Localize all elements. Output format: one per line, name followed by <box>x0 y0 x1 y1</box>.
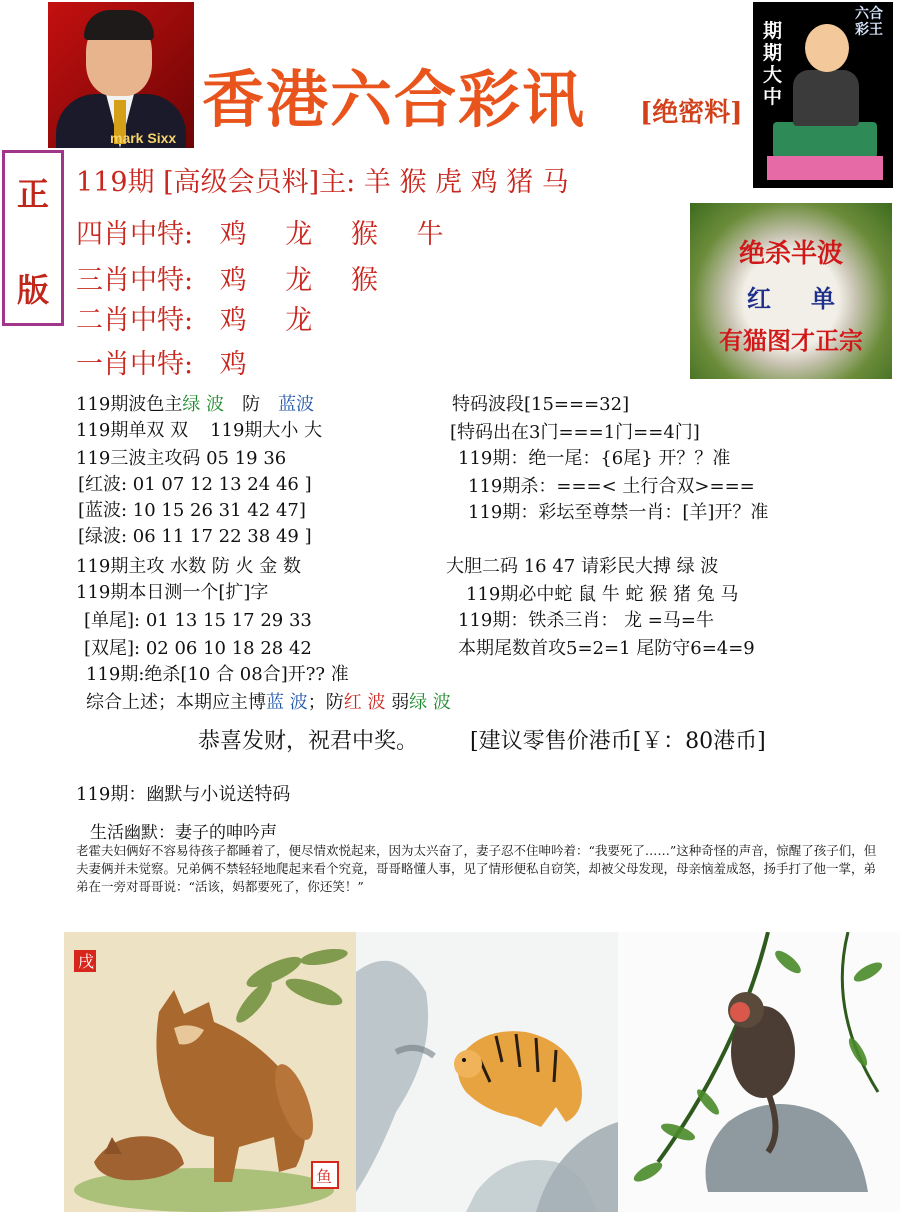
even-tail-line: [双尾]: 02 06 10 18 28 42 <box>84 638 312 659</box>
cartoon-head <box>805 24 849 72</box>
authentic-badge <box>2 150 64 326</box>
signature-seal-text: 鱼 <box>316 1167 333 1186</box>
zodiac-pick: 龙 <box>285 305 313 336</box>
zodiac-pick: 鸡 <box>219 219 247 250</box>
cat-box-single: 单 <box>811 284 835 313</box>
odd-even-line <box>76 416 322 442</box>
cartoon-image <box>753 2 893 188</box>
zodiac-pick: 鸡 <box>219 265 247 296</box>
title-tag: [绝密料] <box>640 98 743 128</box>
must-win-line: 119期必中蛇 鼠 牛 蛇 猴 猪 兔 马 <box>466 584 739 605</box>
cat-box-line1: 绝杀半波 <box>738 239 843 269</box>
tiger-painting <box>356 932 618 1212</box>
red-wave-line: [红波: 01 07 12 13 24 46 ] <box>78 474 312 495</box>
congrats-text: 恭喜发财，祝君中奖。 <box>198 729 419 754</box>
summary-prefix: 综合上述；本期应主博 <box>86 692 266 713</box>
cartoon-desk <box>773 122 877 158</box>
big-small: 119期大小 大 <box>210 420 323 441</box>
kill-element-line: 119期杀：===< 土行合双>=== <box>468 476 755 497</box>
tail-attack-line: 本期尾数首攻5=2=1 尾防守6=4=9 <box>458 638 755 659</box>
zodiac-pick: 猴 <box>350 265 378 296</box>
daily-char-line: 119期本日测一个[扩]字 <box>76 582 269 603</box>
summary-weak: 弱 <box>385 692 410 713</box>
zodiac-pick: 龙 <box>285 219 313 250</box>
main-picks: 119期 [高级会员料]主: 羊 猴 虎 鸡 猪 马 <box>76 167 569 198</box>
three-zodiac-label: 三肖中特: <box>76 265 194 296</box>
four-zodiac-label: 四肖中特: <box>76 219 194 250</box>
portrait-hair <box>84 10 154 40</box>
segment-line: 特码波段[15===32] <box>452 394 630 415</box>
kill-combo-line: 119期:绝杀[10 合 08合]开?? 准 <box>86 664 349 685</box>
cartoon-left-text: 期期大中 <box>763 20 783 108</box>
cartoon-right-text: 六合彩王 <box>855 6 883 38</box>
green-wave-line: [绿波: 06 11 17 22 38 49 ] <box>78 526 312 547</box>
dog-seal-text: 戌 <box>78 952 95 971</box>
story-body: 老霍夫妇俩好不容易待孩子都睡着了，便尽情欢悦起来，因为太兴奋了，妻子忍不住呻吟着：“我要死了……”这种奇怪的声音，惊醒了孩子们，但夫妻俩并未觉察。兄弟俩不禁轻轻地爬起来看个究竟，哥哥略懂人事，见了情形便私自窃笑，却被父母发现，母亲恼羞成怒，扬手打了他一掌，弟弟在一旁对哥哥说：“活该，妈都要死了，你还笑！” <box>76 843 877 894</box>
four-zodiac-row <box>76 212 443 251</box>
summary-red: 红 波 <box>343 692 386 713</box>
portrait-photo <box>48 2 194 148</box>
zodiac-pick: 牛 <box>416 219 444 250</box>
monkey-painting-art <box>618 932 900 1212</box>
page-title: 香港六合彩讯 <box>202 63 587 136</box>
story-title: 119期：幽默与小说送特码 <box>76 784 291 805</box>
dog-painting <box>64 932 356 1212</box>
zodiac-pick: 鸡 <box>219 305 247 336</box>
badge-top: 正 <box>16 175 49 213</box>
monkey-painting <box>618 932 900 1212</box>
tail-line: 119期：绝一尾：{6尾} 开？？准 <box>458 448 731 469</box>
badge-bottom: 版 <box>16 271 49 309</box>
mark-six-logo: mark Sixx <box>110 130 177 146</box>
kill-three-line: 119期：铁杀三肖： 龙 =马=牛 <box>458 610 714 631</box>
cartoon-body <box>793 70 859 126</box>
blue-wave-line: [蓝波: 10 15 26 31 42 47] <box>78 500 306 521</box>
two-zodiac-label: 二肖中特: <box>76 305 194 336</box>
three-wave-line: 119三波主攻码 05 19 36 <box>76 448 287 469</box>
cat-box-line2 <box>690 279 892 314</box>
forbidden-line: 119期：彩坛至尊禁一肖：[羊]开？准 <box>468 502 769 523</box>
summary-green: 绿 波 <box>409 692 451 713</box>
summary-line <box>86 688 451 714</box>
three-zodiac-row <box>76 258 378 297</box>
two-zodiac-row <box>76 298 312 337</box>
story-subtitle: 生活幽默：妻子的呻吟声 <box>90 823 277 843</box>
tiger-painting-art <box>356 932 618 1212</box>
bold-two-line: 大胆二码 16 47 请彩民大搏 绿 波 <box>446 556 719 577</box>
zodiac-pick: 猴 <box>350 219 378 250</box>
summary-blue: 蓝 波 <box>266 692 308 713</box>
price-text: [建议零售价港币[￥：80港币] <box>470 729 766 754</box>
zodiac-pick: 龙 <box>285 265 313 296</box>
cat-box-line3: 有猫图才正宗 <box>719 326 863 355</box>
cartoon-base <box>767 156 883 180</box>
cat-box-red: 红 <box>747 284 771 313</box>
cat-image-box <box>690 203 892 379</box>
wave-main: 绿 波 <box>182 394 225 415</box>
odd-tail-line: [单尾]: 01 13 15 17 29 33 <box>84 610 312 631</box>
wave-prefix: 119期波色主 <box>76 394 183 415</box>
one-zodiac-label: 一肖中特: <box>76 349 194 380</box>
wave-guard-label: 防 <box>242 394 261 415</box>
doors-line: [特码出在3门===1门==4门] <box>450 422 700 443</box>
element-line: 119期主攻 水数 防 火 金 数 <box>76 556 301 577</box>
wave-line <box>76 390 314 416</box>
summary-guard: ；防 <box>307 692 344 713</box>
zodiac-pick: 鸡 <box>219 349 247 380</box>
dog-painting-art <box>64 932 356 1212</box>
one-zodiac-row <box>76 342 247 381</box>
wave-guard: 蓝波 <box>278 394 315 415</box>
odd-even: 119期单双 双 <box>76 420 189 441</box>
